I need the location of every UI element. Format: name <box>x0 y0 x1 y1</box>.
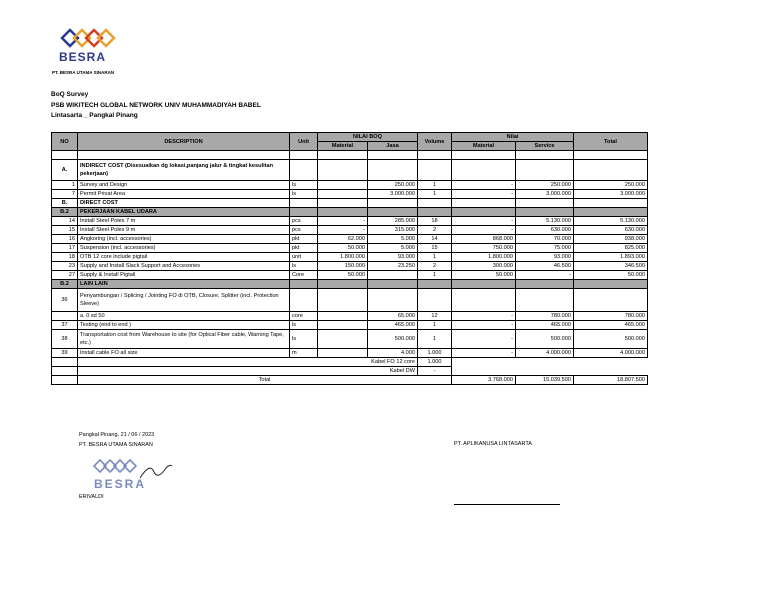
section-lain-row <box>52 280 648 289</box>
row-total: 825.000 <box>574 244 648 253</box>
row-service: 70.000 <box>516 235 574 244</box>
row-nilai-material: - <box>452 226 516 235</box>
section-lain-no: B.2 <box>52 280 78 289</box>
row-desc: OTB 12 core include pigtail <box>78 253 290 262</box>
row-total: 500.000 <box>574 330 648 349</box>
row-unit: ls <box>290 190 318 199</box>
row-service: 3.000.000 <box>516 190 574 199</box>
kabel-fo-value: 1.000 <box>418 358 452 367</box>
row-total: 630.000 <box>574 226 648 235</box>
total-material: 3.768.000 <box>452 376 516 385</box>
right-signature-line <box>454 504 560 505</box>
kabel-dw-row <box>52 367 648 376</box>
row-jasa: 65.000 <box>368 312 418 321</box>
row-nilai-material: - <box>452 217 516 226</box>
row-jasa: 250.000 <box>368 181 418 190</box>
kabel-fo-row <box>52 358 648 367</box>
table-row <box>52 330 648 349</box>
table-row <box>52 321 648 330</box>
boq-table <box>51 132 648 385</box>
table-row <box>52 226 648 235</box>
row-material: - <box>318 226 368 235</box>
section-b2-row <box>52 208 648 217</box>
row-jasa: 465.000 <box>368 321 418 330</box>
row-volume: 14 <box>418 235 452 244</box>
row-no: 23 <box>52 262 78 271</box>
row-no: 18 <box>52 253 78 262</box>
table-row <box>52 190 648 199</box>
row-jasa: 23.250 <box>368 262 418 271</box>
row-total: 5.130.000 <box>574 217 648 226</box>
left-company: PT. BESRA UTAMA SINARAN <box>79 442 153 448</box>
spacer-row <box>52 151 648 160</box>
header-jasa: Jasa <box>368 142 418 151</box>
row-desc: Transportation cost from Warehouse to site (for Optical Fiber cable, Warning Tape, etc.) <box>78 330 290 349</box>
row-no: 17 <box>52 244 78 253</box>
row-material: 150.000 <box>318 262 368 271</box>
section-b2-no: B.2 <box>52 208 78 217</box>
row-desc: Survey and Design <box>78 181 290 190</box>
kabel-fo-label: Kabel FO 12 core <box>78 358 418 367</box>
row-total: 3.000.000 <box>574 190 648 199</box>
row-material: 1.800.000 <box>318 253 368 262</box>
row-desc: a. 0 sd 50 <box>78 312 290 321</box>
total-all: 18.807.500 <box>574 376 648 385</box>
row-no: 15 <box>52 226 78 235</box>
row-unit: ls <box>290 262 318 271</box>
row-material: 62.000 <box>318 235 368 244</box>
row-total: 250.000 <box>574 181 648 190</box>
table-row <box>52 289 648 312</box>
row-service: 46.500 <box>516 262 574 271</box>
row-unit: m <box>290 349 318 358</box>
row-jasa: 5.000 <box>368 244 418 253</box>
row-volume: 1.000 <box>418 349 452 358</box>
table-row <box>52 244 648 253</box>
header-description: DESCRIPTION <box>78 133 290 151</box>
row-no: 7 <box>52 190 78 199</box>
row-service: 75.000 <box>516 244 574 253</box>
row-material: - <box>318 217 368 226</box>
row-unit: ls <box>290 330 318 349</box>
table-row <box>52 181 648 190</box>
row-jasa: 285.000 <box>368 217 418 226</box>
section-lain-desc: LAIN LAIN <box>78 280 290 289</box>
row-desc: Permit Privat Area <box>78 190 290 199</box>
row-total: 50.000 <box>574 271 648 280</box>
section-a-desc: INDIRECT COST (Disesuaikan dg lokasi,panjang jalur & tingkat kesulitan pekerjaan) <box>78 160 290 181</box>
row-nilai-material: 868.000 <box>452 235 516 244</box>
row-no: 36 <box>52 289 78 312</box>
row-unit: Core <box>290 271 318 280</box>
row-desc: Supply and Install Slack Support and Accesories <box>78 262 290 271</box>
besra-logo-icon <box>52 24 124 72</box>
header-nilai: Nilai <box>452 133 574 142</box>
row-desc: Install cable FO all size <box>78 349 290 358</box>
left-signer-name: ERIVALDI <box>79 494 104 500</box>
row-unit: pcs <box>290 217 318 226</box>
table-row <box>52 262 648 271</box>
title-line-1: BoQ Survey <box>51 91 89 98</box>
row-jasa: 93.000 <box>368 253 418 262</box>
row-desc: Penyambungan / Splicing / Jointing FO di OTB, Closure, Splitter (incl. Protection Sleeve) <box>78 289 290 312</box>
row-service: 780.000 <box>516 312 574 321</box>
stamp-text: BESRA <box>94 477 147 491</box>
table-row <box>52 217 648 226</box>
document-title-block <box>51 90 261 122</box>
row-desc: Install Steel Poles 7 m <box>78 217 290 226</box>
place-date: Pangkal Pinang, 21 / 06 / 2023 <box>79 432 155 438</box>
row-volume: 1 <box>418 321 452 330</box>
row-total: 346.500 <box>574 262 648 271</box>
row-nilai-material: 1.800.000 <box>452 253 516 262</box>
total-row <box>52 376 648 385</box>
row-desc: Suspension (incl. accessories) <box>78 244 290 253</box>
logo-text: BESRA <box>59 50 107 64</box>
total-service: 15.039.500 <box>516 376 574 385</box>
row-desc: Install Steel Poles 9 m <box>78 226 290 235</box>
row-desc: Testing (end to end ) <box>78 321 290 330</box>
row-nilai-material: - <box>452 312 516 321</box>
header-total: Total <box>574 133 648 151</box>
row-no: 38 <box>52 330 78 349</box>
row-unit: pkt <box>290 235 318 244</box>
row-total: 938.000 <box>574 235 648 244</box>
header-row-1 <box>52 133 648 142</box>
row-service: 250.000 <box>516 181 574 190</box>
row-volume: 15 <box>418 244 452 253</box>
row-service: - <box>516 271 574 280</box>
row-total: 465.000 <box>574 321 648 330</box>
row-no: 27 <box>52 271 78 280</box>
header-volume: Volume <box>418 133 452 151</box>
row-desc: Angkoring (incl. accessories) <box>78 235 290 244</box>
row-total: 1.893.000 <box>574 253 648 262</box>
row-material: 50.000 <box>318 244 368 253</box>
row-desc: Supply & Install Pigtail <box>78 271 290 280</box>
total-label: Total <box>78 376 452 385</box>
header-nilai-boq: NILAI BOQ <box>318 133 418 142</box>
header-material: Material <box>318 142 368 151</box>
row-unit: ls <box>290 181 318 190</box>
row-service: 4.000.000 <box>516 349 574 358</box>
row-service: 465.000 <box>516 321 574 330</box>
table-row <box>52 271 648 280</box>
signature-left-block <box>79 430 154 450</box>
row-material <box>318 181 368 190</box>
row-service: 93.000 <box>516 253 574 262</box>
section-b-row <box>52 199 648 208</box>
header-unit: Unit <box>290 133 318 151</box>
row-unit: pcs <box>290 226 318 235</box>
row-unit: unit <box>290 253 318 262</box>
row-service: 630.000 <box>516 226 574 235</box>
row-no: 14 <box>52 217 78 226</box>
row-jasa: 315.000 <box>368 226 418 235</box>
row-no: 16 <box>52 235 78 244</box>
row-jasa: 3.000.000 <box>368 190 418 199</box>
row-material: 50.000 <box>318 271 368 280</box>
row-no: 37 <box>52 321 78 330</box>
row-service: 5.130.000 <box>516 217 574 226</box>
row-jasa: 5.000 <box>368 235 418 244</box>
row-nilai-material: - <box>452 190 516 199</box>
kabel-dw-value: - <box>418 367 452 376</box>
section-b-desc: DIRECT COST <box>78 199 290 208</box>
section-a-no: A. <box>52 160 78 181</box>
row-total: 780.000 <box>574 312 648 321</box>
direct-cost-rows <box>52 217 648 280</box>
row-total: 4.000.000 <box>574 349 648 358</box>
row-volume: 1 <box>418 190 452 199</box>
row-nilai-material: 750.000 <box>452 244 516 253</box>
row-volume: 18 <box>418 217 452 226</box>
signature-stamp-icon <box>80 458 175 492</box>
table-row <box>52 312 648 321</box>
row-unit: pkt <box>290 244 318 253</box>
row-nilai-material: 50.000 <box>452 271 516 280</box>
table-row <box>52 253 648 262</box>
row-volume: 12 <box>418 312 452 321</box>
row-volume: 1 <box>418 330 452 349</box>
row-unit: core <box>290 312 318 321</box>
header-nilai-material: Material <box>452 142 516 151</box>
row-nilai-material: - <box>452 321 516 330</box>
row-no: 39 <box>52 349 78 358</box>
section-a-row <box>52 160 648 181</box>
right-company: PT. APLIKANUSA LINTASARTA <box>454 441 532 447</box>
row-nilai-material: 300.000 <box>452 262 516 271</box>
header-no: NO <box>52 133 78 151</box>
section-b-no: B. <box>52 199 78 208</box>
table-row <box>52 235 648 244</box>
row-nilai-material: - <box>452 349 516 358</box>
row-unit: ls <box>290 321 318 330</box>
row-no: 1 <box>52 181 78 190</box>
company-name-small: PT. BESRA UTAMA SINARAN <box>52 70 115 75</box>
row-jasa: 4.000 <box>368 349 418 358</box>
title-line-2: PSB WIKITECH GLOBAL NETWORK UNIV MUHAMMADIYAH BABEL <box>51 101 261 109</box>
row-volume: 2 <box>418 226 452 235</box>
table-row <box>52 349 648 358</box>
header-service: Service <box>516 142 574 151</box>
row-nilai-material: - <box>452 181 516 190</box>
row-volume: 1 <box>418 271 452 280</box>
row-service: 500.000 <box>516 330 574 349</box>
row-volume: 1 <box>418 253 452 262</box>
row-jasa: 500.000 <box>368 330 418 349</box>
title-line-3: Lintasarta _ Pangkal Pinang <box>51 112 138 119</box>
row-material <box>318 190 368 199</box>
row-jasa <box>368 271 418 280</box>
row-volume: 1 <box>418 181 452 190</box>
row-nilai-material: - <box>452 330 516 349</box>
section-b2-desc: PEKERJAAN KABEL UDARA <box>78 208 290 217</box>
row-volume: 2 <box>418 262 452 271</box>
kabel-dw-label: Kabel DW <box>78 367 418 376</box>
